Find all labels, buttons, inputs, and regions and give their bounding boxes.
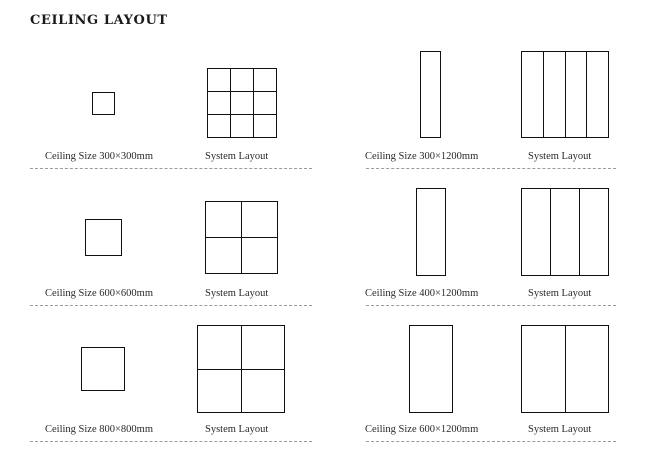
ceiling-size-label: Ceiling Size 600×600mm bbox=[45, 288, 153, 299]
ceiling-size-label: Ceiling Size 300×1200mm bbox=[365, 151, 479, 162]
ceiling-tile-600x600 bbox=[85, 219, 122, 256]
ceiling-tile-800x800 bbox=[81, 347, 125, 391]
system-layout-label: System Layout bbox=[205, 424, 269, 435]
ceiling-tile-600x1200 bbox=[409, 325, 453, 413]
ceiling-tile-300x1200 bbox=[420, 51, 441, 138]
system-layout-2x2-grid bbox=[205, 201, 278, 274]
ceiling-size-label: Ceiling Size 800×800mm bbox=[45, 424, 153, 435]
system-layout-4-strips bbox=[521, 51, 609, 138]
ceiling-size-label: Ceiling Size 300×300mm bbox=[45, 151, 153, 162]
divider bbox=[30, 305, 312, 306]
system-layout-label: System Layout bbox=[205, 151, 269, 162]
system-layout-label: System Layout bbox=[528, 151, 592, 162]
ceiling-tile-300x300 bbox=[92, 92, 115, 115]
divider bbox=[366, 441, 616, 442]
ceiling-size-label: Ceiling Size 600×1200mm bbox=[365, 424, 479, 435]
divider bbox=[30, 168, 312, 169]
system-layout-label: System Layout bbox=[528, 424, 592, 435]
divider bbox=[366, 305, 616, 306]
ceiling-size-label: Ceiling Size 400×1200mm bbox=[365, 288, 479, 299]
system-layout-label: System Layout bbox=[528, 288, 592, 299]
system-layout-3x3-grid bbox=[207, 68, 277, 138]
system-layout-label: System Layout bbox=[205, 288, 269, 299]
system-layout-3-strips bbox=[521, 188, 609, 276]
divider bbox=[30, 441, 312, 442]
system-layout-2-strips bbox=[521, 325, 609, 413]
page-title: CEILING LAYOUT bbox=[30, 13, 168, 28]
system-layout-2x2-grid-large bbox=[197, 325, 285, 413]
divider bbox=[366, 168, 616, 169]
ceiling-tile-400x1200 bbox=[416, 188, 446, 276]
